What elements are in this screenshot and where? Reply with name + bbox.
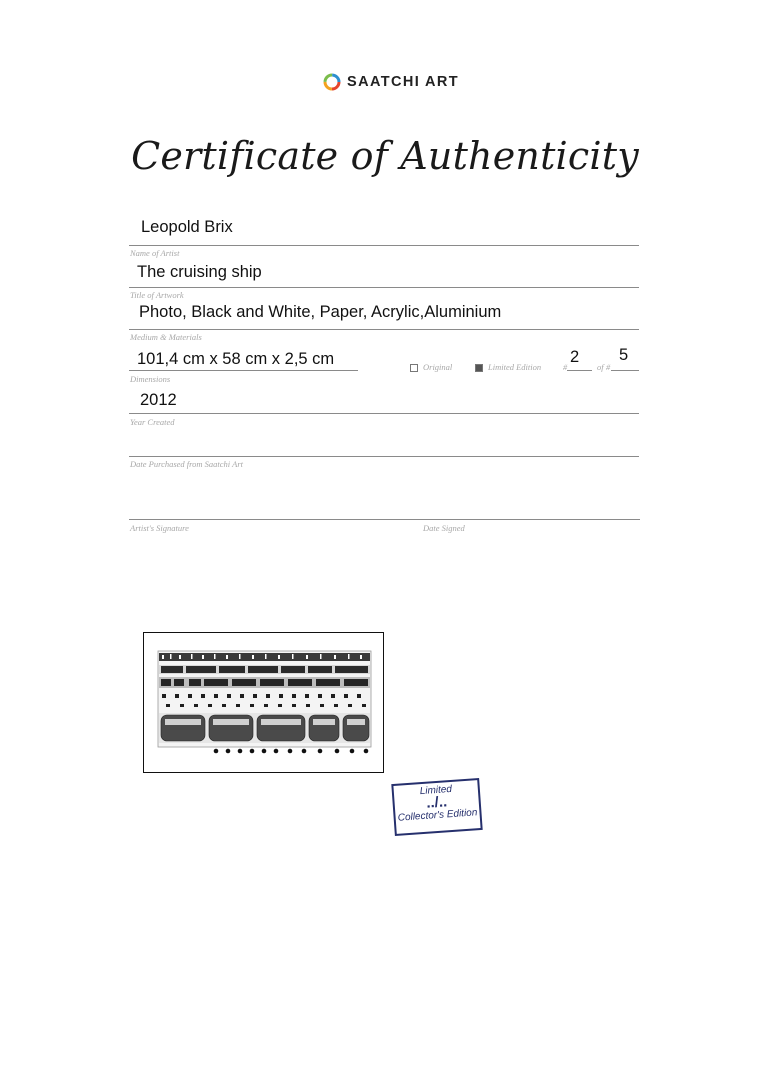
artwork-title-value: The cruising ship xyxy=(137,263,262,281)
artwork-image xyxy=(144,633,382,771)
year-caption: Year Created xyxy=(130,417,175,427)
saatchi-ring-icon xyxy=(322,72,342,92)
date-purchased-caption: Date Purchased from Saatchi Art xyxy=(130,459,244,469)
dimensions-caption: Dimensions xyxy=(130,374,171,384)
dimensions-rule xyxy=(129,370,358,371)
artwork-title-caption: Title of Artwork xyxy=(130,290,184,300)
original-label: Original xyxy=(423,362,453,372)
stamp-line-number: ../.. xyxy=(425,793,448,812)
logo-text: SAATCHI ART xyxy=(347,74,460,90)
edition-of-label: of xyxy=(597,362,604,372)
edition-number-rule xyxy=(567,370,592,371)
original-checkbox xyxy=(410,364,418,372)
limited-edition-stamp xyxy=(391,778,482,836)
signature-caption: Artist's Signature xyxy=(130,523,189,533)
saatchi-art-logo xyxy=(322,70,459,94)
limited-edition-label: Limited Edition xyxy=(488,362,542,372)
dimensions-value: 101,4 cm x 58 cm x 2,5 cm xyxy=(137,350,335,368)
medium-caption: Medium & Materials xyxy=(130,332,202,342)
year-rule xyxy=(129,413,639,414)
certificate-title: Certificate of Authenticity xyxy=(131,134,639,178)
edition-total-hash: # xyxy=(606,362,611,372)
date-signed-caption: Date Signed xyxy=(423,523,465,533)
artist-name-caption: Name of Artist xyxy=(130,248,180,258)
artwork-thumbnail xyxy=(143,632,384,773)
medium-rule xyxy=(129,329,639,330)
edition-total-rule xyxy=(611,370,639,371)
stamp-line-limited: Limited xyxy=(419,783,453,798)
signature-rule xyxy=(129,519,640,520)
stamp-line-collectors: Collector's Edition xyxy=(397,807,478,824)
limited-edition-checkbox xyxy=(475,364,483,372)
year-value: 2012 xyxy=(140,391,177,409)
edition-number-value: 2 xyxy=(570,348,580,366)
medium-value: Photo, Black and White, Paper, Acrylic,Aluminium xyxy=(139,303,502,321)
artist-name-value: Leopold Brix xyxy=(141,218,233,236)
artwork-title-rule xyxy=(129,287,639,288)
edition-total-value: 5 xyxy=(619,346,629,364)
edition-number-hash: # xyxy=(563,362,568,372)
date-purchased-rule xyxy=(129,456,639,457)
artist-name-rule xyxy=(129,245,639,246)
